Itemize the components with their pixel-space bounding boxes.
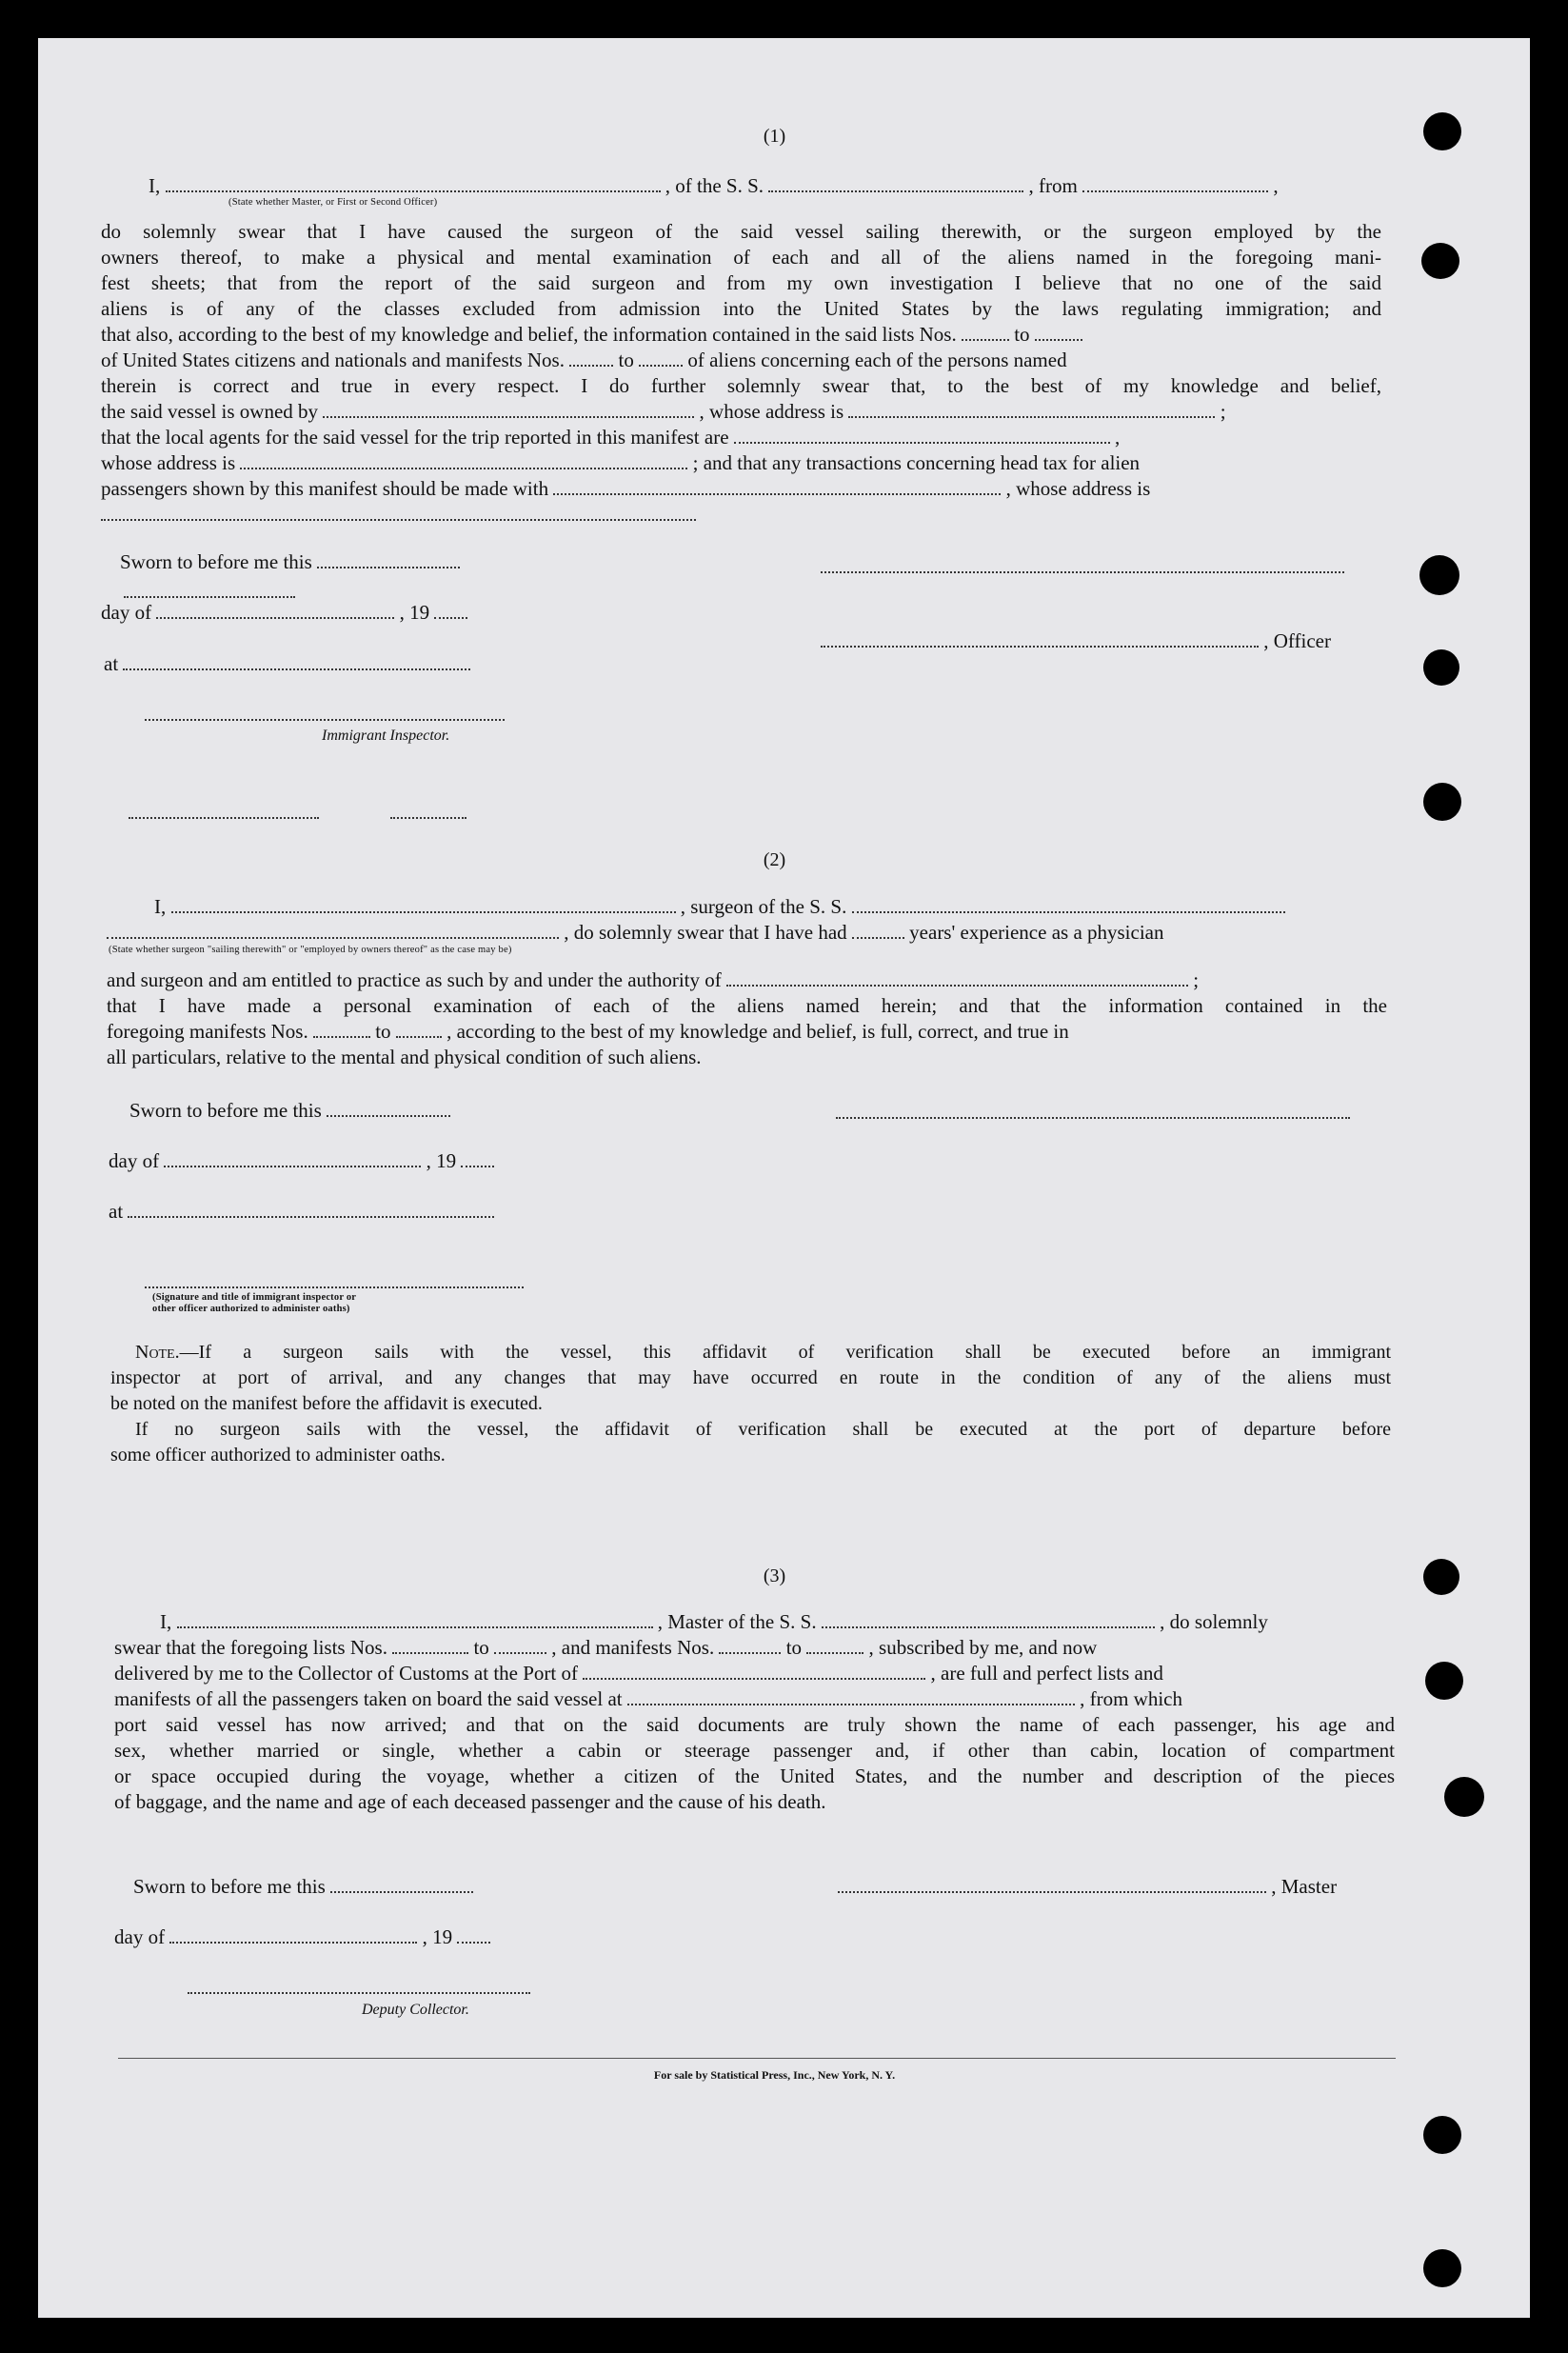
- s1-para-line-7: therein is correct and true in every respect. I do further solemnly swear that, to the best of my knowledge and belief,: [101, 374, 1381, 397]
- s3-line-2: swear that the foregoing lists Nos. to , and manifests Nos. to , subscribed by me, and now: [114, 1636, 1098, 1659]
- s2-sworn-day-field[interactable]: [327, 1100, 450, 1117]
- port-of-arrival-field[interactable]: [583, 1663, 925, 1680]
- punch-hole: [1419, 555, 1459, 595]
- s1-para-line-1: do solemnly swear that I have caused the surgeon of the said vessel sailing therewith, or the surgeon employed by the: [101, 220, 1381, 243]
- master-line: , Master: [838, 1874, 1337, 1899]
- s1-para-line-10: whose address is ; and that any transactions concerning head tax for alien: [101, 451, 1141, 474]
- s1-sublabel: (State whether Master, or First or Second Officer): [228, 197, 438, 208]
- local-agents-field[interactable]: [734, 427, 1110, 444]
- s3-sworn-day-field[interactable]: [330, 1876, 473, 1893]
- s3-vessel-name-field[interactable]: [822, 1611, 1155, 1628]
- punch-hole: [1423, 2249, 1461, 2287]
- authority-field[interactable]: [726, 969, 1188, 987]
- s2-sig-caption-2: other officer authorized to administer oaths): [152, 1304, 350, 1314]
- surgeon-name-field[interactable]: [171, 896, 676, 913]
- punch-hole: [1423, 1559, 1459, 1595]
- s2-para-line-4: all particulars, relative to the mental and physical condition of such aliens.: [107, 1046, 702, 1068]
- s1-at-place-field[interactable]: [123, 653, 470, 670]
- s2-officer-signature-line[interactable]: [145, 1286, 524, 1288]
- punch-hole: [1421, 243, 1459, 279]
- s3-line-5: port said vessel has now arrived; and that on the said documents are truly shown the name of each passenger, his age and: [114, 1713, 1395, 1736]
- officer-line: , Officer: [821, 628, 1331, 653]
- punch-hole: [1423, 112, 1461, 150]
- s3-lists-to-field[interactable]: [494, 1637, 546, 1654]
- s1-at-line: at: [104, 651, 470, 676]
- s3-dayof-line: day of , 19: [114, 1924, 490, 1949]
- s1-para-line-6: of United States citizens and nationals and manifests Nos. to of aliens concerning each of the persons named: [101, 349, 1067, 371]
- s2-para-line-2: that I have made a personal examination of each of the aliens named herein; and that the information contained in the: [107, 994, 1387, 1017]
- form-page: [38, 38, 1530, 2318]
- section-1-number: (1): [763, 126, 786, 147]
- master-name-field[interactable]: [177, 1611, 653, 1628]
- note-heading: Note.: [135, 1342, 180, 1363]
- s2-para-line-3: foregoing manifests Nos. to , according to the best of my knowledge and belief, is full, correct, and true in: [107, 1020, 1069, 1043]
- note-line-1: Note.—If a surgeon sails with the vessel, this affidavit of verification shall be executed before an immigrant: [135, 1342, 1391, 1363]
- s2-at-line: at: [109, 1199, 494, 1224]
- punch-hole: [1444, 1777, 1484, 1817]
- s3-lists-from-field[interactable]: [392, 1637, 468, 1654]
- s1-dayof-line: day of , 19: [101, 600, 467, 625]
- vessel-owner-field[interactable]: [323, 401, 694, 418]
- s3-line-3: delivered by me to the Collector of Customs at the Port of , are full and perfect lists and: [114, 1662, 1163, 1685]
- s3-line-7: or space occupied during the voyage, whether a citizen of the United States, and the number and description of the pieces: [114, 1765, 1395, 1787]
- s3-month-field[interactable]: [169, 1926, 417, 1944]
- punch-hole: [1423, 2116, 1461, 2154]
- s1-sworn-day-field[interactable]: [317, 551, 460, 568]
- s3-line-4: manifests of all the passengers taken on board the said vessel at , from which: [114, 1687, 1182, 1710]
- inspector-signature-line[interactable]: [145, 719, 505, 721]
- citizen-list-from-field[interactable]: [962, 324, 1009, 341]
- printer-imprint: For sale by Statistical Press, Inc., New York, N. Y.: [653, 2068, 896, 2082]
- s1-para-line-11: passengers shown by this manifest should be made with , whose address is: [101, 477, 1151, 500]
- footer-rule: [118, 2058, 1396, 2059]
- s1-para-line-5: that also, according to the best of my knowledge and belief, the information contained in the said lists Nos. to: [101, 322, 1082, 347]
- note-line-4: If no surgeon sails with the vessel, the affidavit of verification shall be executed at the port of departure before: [135, 1419, 1391, 1440]
- s2-manifest-to-field[interactable]: [396, 1021, 442, 1038]
- manifest-from-field[interactable]: [569, 349, 613, 367]
- s2-at-place-field[interactable]: [128, 1201, 494, 1218]
- s1-para-line-8: the said vessel is owned by , whose address is ;: [101, 400, 1226, 423]
- s3-line-6: sex, whether married or single, whether a cabin or steerage passenger and, if other than cabin, location of compartment: [114, 1739, 1395, 1762]
- s2-sublabel: (State whether surgeon "sailing therewith" or "employed by owners thereof" as the case may be): [109, 945, 512, 955]
- s1-month-field[interactable]: [156, 602, 394, 619]
- s2-month-field[interactable]: [164, 1150, 421, 1167]
- s2-para-line-1: and surgeon and am entitled to practice as such by and under the authority of ;: [107, 968, 1200, 991]
- vessel-name-field[interactable]: [768, 175, 1023, 192]
- immigrant-inspector-label: Immigrant Inspector.: [322, 728, 450, 744]
- punch-hole: [1425, 1662, 1463, 1700]
- head-tax-address-field[interactable]: [101, 519, 696, 521]
- s3-year-field[interactable]: [457, 1926, 490, 1944]
- s2-dayof-line: day of , 19: [109, 1148, 494, 1173]
- s1-para-line-4: aliens is of any of the classes excluded from admission into the United States by the laws regulating immigration; and: [101, 297, 1381, 320]
- s1-para-line-9: that the local agents for the said vessel for the trip reported in this manifest are ,: [101, 426, 1121, 449]
- section-2-number: (2): [763, 849, 786, 870]
- surgeon-signature-line[interactable]: [836, 1117, 1350, 1119]
- master-signature-field[interactable]: [838, 1876, 1266, 1893]
- s1-faint-dotted-mark: [124, 596, 295, 598]
- section-3-number: (3): [763, 1565, 786, 1586]
- s1-year-field[interactable]: [434, 602, 467, 619]
- surgeon-type-field[interactable]: [107, 922, 559, 939]
- s2-line-2: , do solemnly swear that I have had years' experience as a physician: [107, 920, 1164, 945]
- punch-hole: [1423, 649, 1459, 686]
- s2-manifest-from-field[interactable]: [313, 1021, 370, 1038]
- manifest-to-field[interactable]: [639, 349, 683, 367]
- s1-para-line-3: fest sheets; that from the report of the said surgeon and from my own investigation I believe that no one of the said: [101, 271, 1381, 294]
- officer-signature-top-line[interactable]: [821, 571, 1344, 573]
- deputy-collector-label: Deputy Collector.: [362, 2002, 469, 2018]
- officer-rank-field[interactable]: [166, 175, 661, 192]
- s3-manifests-to-field[interactable]: [806, 1637, 863, 1654]
- s2-sworn-line: Sworn to before me this: [129, 1098, 450, 1123]
- s2-year-field[interactable]: [461, 1150, 494, 1167]
- s3-sworn-line: Sworn to before me this: [133, 1874, 473, 1899]
- s3-line-8: of baggage, and the name and age of each deceased passenger and the cause of his death.: [114, 1790, 826, 1813]
- s1-line-1: I, , of the S. S. , from ,: [149, 174, 1279, 197]
- years-experience-field[interactable]: [852, 922, 904, 939]
- port-of-embarkation-field[interactable]: [627, 1688, 1075, 1705]
- s2-sig-caption-1: (Signature and title of immigrant inspector or: [152, 1292, 357, 1303]
- s1-para-line-2: owners thereof, to make a physical and mental examination of each and all of the aliens named in the foregoing mani-: [101, 246, 1381, 269]
- officer-signature-field[interactable]: [821, 630, 1259, 648]
- s3-line-1: I, , Master of the S. S. , do solemnly: [160, 1610, 1268, 1633]
- s2-vessel-name-field[interactable]: [852, 896, 1285, 913]
- agents-address-field[interactable]: [240, 452, 687, 469]
- from-port-field[interactable]: [1082, 175, 1268, 192]
- punch-hole: [1423, 783, 1461, 821]
- owner-address-field[interactable]: [848, 401, 1215, 418]
- stray-dots-2: [390, 817, 466, 819]
- citizen-list-to-field[interactable]: [1035, 324, 1082, 341]
- deputy-collector-signature-line[interactable]: [188, 1992, 530, 1994]
- note-line-3: be noted on the manifest before the affidavit is executed.: [110, 1393, 543, 1414]
- s3-manifests-from-field[interactable]: [719, 1637, 781, 1654]
- note-line-2: inspector at port of arrival, and any changes that may have occurred en route in the condition of any of the aliens must: [110, 1367, 1391, 1388]
- s1-sworn-line: Sworn to before me this: [120, 549, 460, 574]
- head-tax-contact-field[interactable]: [553, 478, 1001, 495]
- stray-dots-1: [129, 817, 319, 819]
- note-line-5: some officer authorized to administer oaths.: [110, 1445, 446, 1466]
- s2-line-1: I, , surgeon of the S. S.: [154, 894, 1285, 919]
